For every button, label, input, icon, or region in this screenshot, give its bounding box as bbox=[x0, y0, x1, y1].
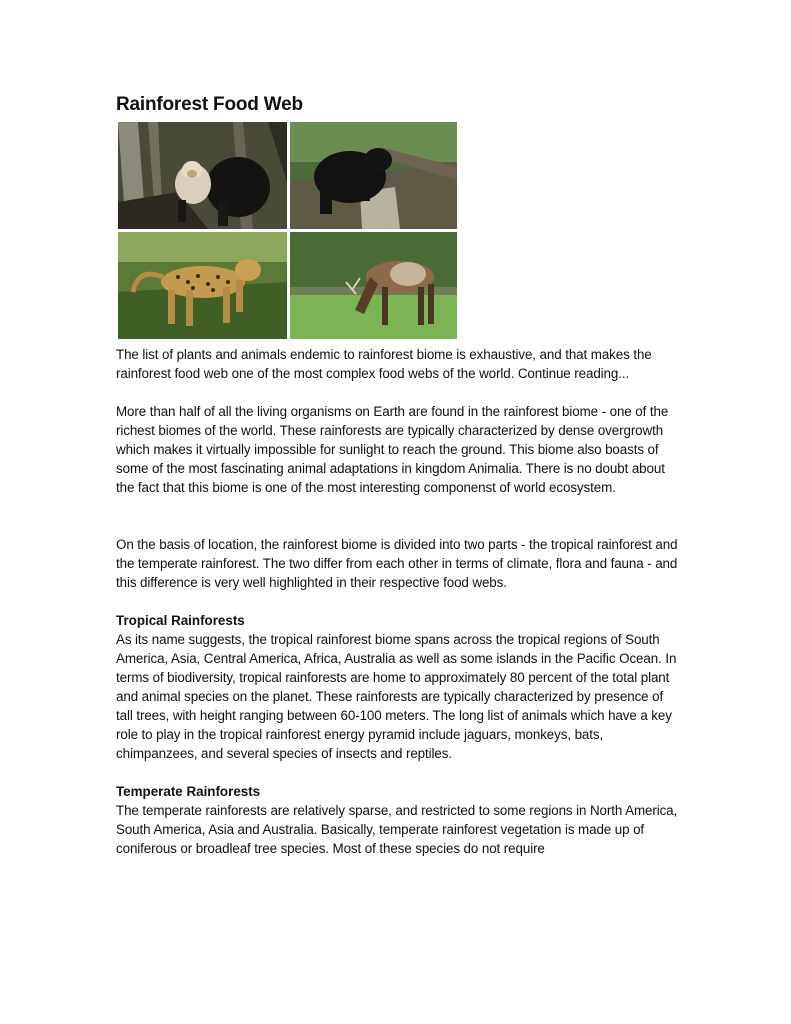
page-title: Rainforest Food Web bbox=[116, 94, 303, 115]
tropical-paragraph: As its name suggests, the tropical rainforest biome spans across the tropical regions of South America, Asia, Central America, Africa, Australia as well as some islands in the Pacific Ocean. In terms of biodiversity, tropical rainforests are home to approximately 80 percent of the total plant and animal species on the planet. These rainforests are typically characterized by presence of tall trees, with height ranging between 60-100 meters. The long list of animals which have a key role to play in the tropical rainforest energy pyramid include jaguars, monkeys, bats, chimpanzees, and several species of insects and reptiles. bbox=[116, 632, 677, 761]
location-paragraph: On the basis of location, the rainforest biome is divided into two parts - the tropical rainforest and the temperate rainforest. The two differ from each other in terms of climate, flora and fauna - and this difference is very well highlighted in their respective food webs. bbox=[116, 537, 678, 590]
jaguar-photo bbox=[118, 232, 287, 339]
monkey-photo bbox=[118, 122, 287, 229]
tropical-heading: Tropical Rainforests bbox=[116, 613, 245, 628]
photo-collage bbox=[118, 122, 457, 339]
elk-photo bbox=[290, 232, 457, 339]
overview-paragraph: More than half of all the living organisms on Earth are found in the rainforest biome - one of the richest biomes of the world. These rainforests are typically characterized by dense overgrowth which makes it virtually impossible for sunlight to reach the ground. This biome also boasts of some of the most fascinating animal adaptations in kingdom Animalia. There is no doubt about the fact that this biome is one of the most interesting componenst of world ecosystem. bbox=[116, 404, 669, 495]
intro-paragraph: The list of plants and animals endemic to rainforest biome is exhaustive, and that makes the rainforest food web one of the most complex food webs of the world. Continue reading... bbox=[116, 347, 652, 381]
temperate-paragraph: The temperate rainforests are relatively sparse, and restricted to some regions in North America, South America, Asia and Australia. Basically, temperate rainforest vegetation is made up of coniferous or broadleaf tree species. Most of these species do not require bbox=[116, 803, 678, 856]
temperate-heading: Temperate Rainforests bbox=[116, 784, 261, 799]
document-page bbox=[116, 92, 681, 858]
bear-photo bbox=[290, 122, 457, 229]
